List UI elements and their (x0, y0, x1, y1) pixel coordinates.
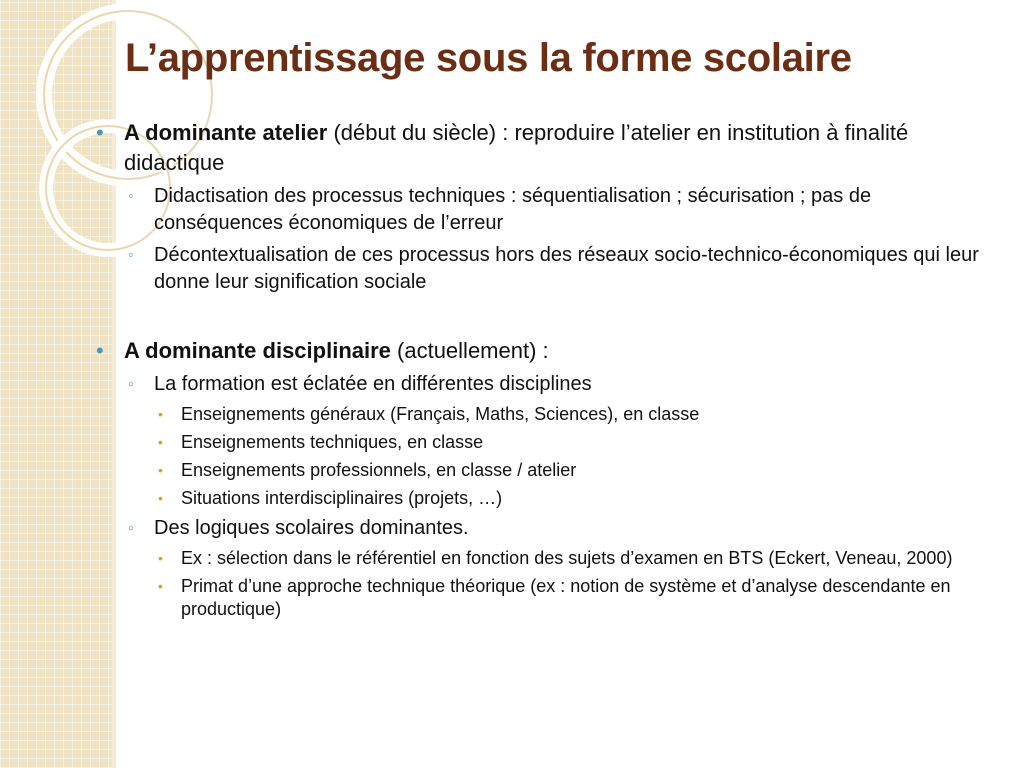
sub-list-item (90, 575, 1000, 621)
bullet-ring-icon: ◦ (128, 188, 134, 205)
bullet-dot-icon: • (158, 406, 163, 422)
item-text: Ex : sélection dans le référentiel en fonction des sujets d’examen en BTS (Eckert, Veneau, 2000) (181, 548, 953, 568)
bullet-dot-icon: • (158, 578, 163, 594)
slide-title: L’apprentissage sous la forme scolaire (125, 36, 852, 80)
item-text: Enseignements généraux (Français, Maths, Sciences), en classe (181, 404, 700, 424)
bullet-dot-icon: • (158, 434, 163, 450)
section-disciplinaire (90, 336, 1000, 366)
sub-list-item (90, 459, 1000, 482)
item-text: Enseignements professionnels, en classe / atelier (181, 460, 577, 480)
section-atelier (90, 118, 1000, 178)
bullet-dot-icon: • (96, 120, 104, 145)
list-item (90, 242, 1000, 296)
bullet-dot-icon: • (158, 462, 163, 478)
sub-list-item (90, 487, 1000, 510)
item-text: Des logiques scolaires dominantes. (154, 517, 469, 539)
section-text: (actuellement) : (390, 338, 549, 363)
bullet-dot-icon: • (158, 490, 163, 506)
bullet-dot-icon: • (158, 550, 163, 566)
bullet-ring-icon: ◦ (128, 376, 134, 393)
list-item (90, 183, 1000, 237)
item-text: Situations interdisciplinaires (projets, …) (181, 488, 503, 508)
item-text: Didactisation des processus techniques : séquentialisation ; sécurisation ; pas de conséquences économiques de l’erreur (154, 185, 872, 234)
section-heading: A dominante disciplinaire (124, 338, 391, 363)
item-text: La formation est éclatée en différentes disciplines (154, 373, 592, 395)
item-text: Enseignements techniques, en classe (181, 432, 484, 452)
bullet-ring-icon: ◦ (128, 247, 134, 264)
bullet-list (90, 118, 1000, 621)
list-item (90, 515, 1000, 542)
item-text: Primat d’une approche technique théorique (ex : notion de système et d’analyse descendante en productique) (181, 576, 951, 619)
item-text: Décontextualisation de ces processus hors des réseaux socio-technico-économiques qui leur donne leur signification sociale (154, 244, 979, 293)
list-item (90, 371, 1000, 398)
sub-list-item (90, 403, 1000, 426)
slide-content (90, 118, 1000, 621)
section-heading: A dominante atelier (124, 120, 328, 145)
sub-list-item (90, 431, 1000, 454)
sub-list-item (90, 547, 1000, 570)
bullet-ring-icon: ◦ (128, 520, 134, 537)
section-text: (début du siècle) : reproduire l’atelier en institution à finalité didactique (124, 120, 909, 175)
bullet-dot-icon: • (96, 338, 104, 363)
